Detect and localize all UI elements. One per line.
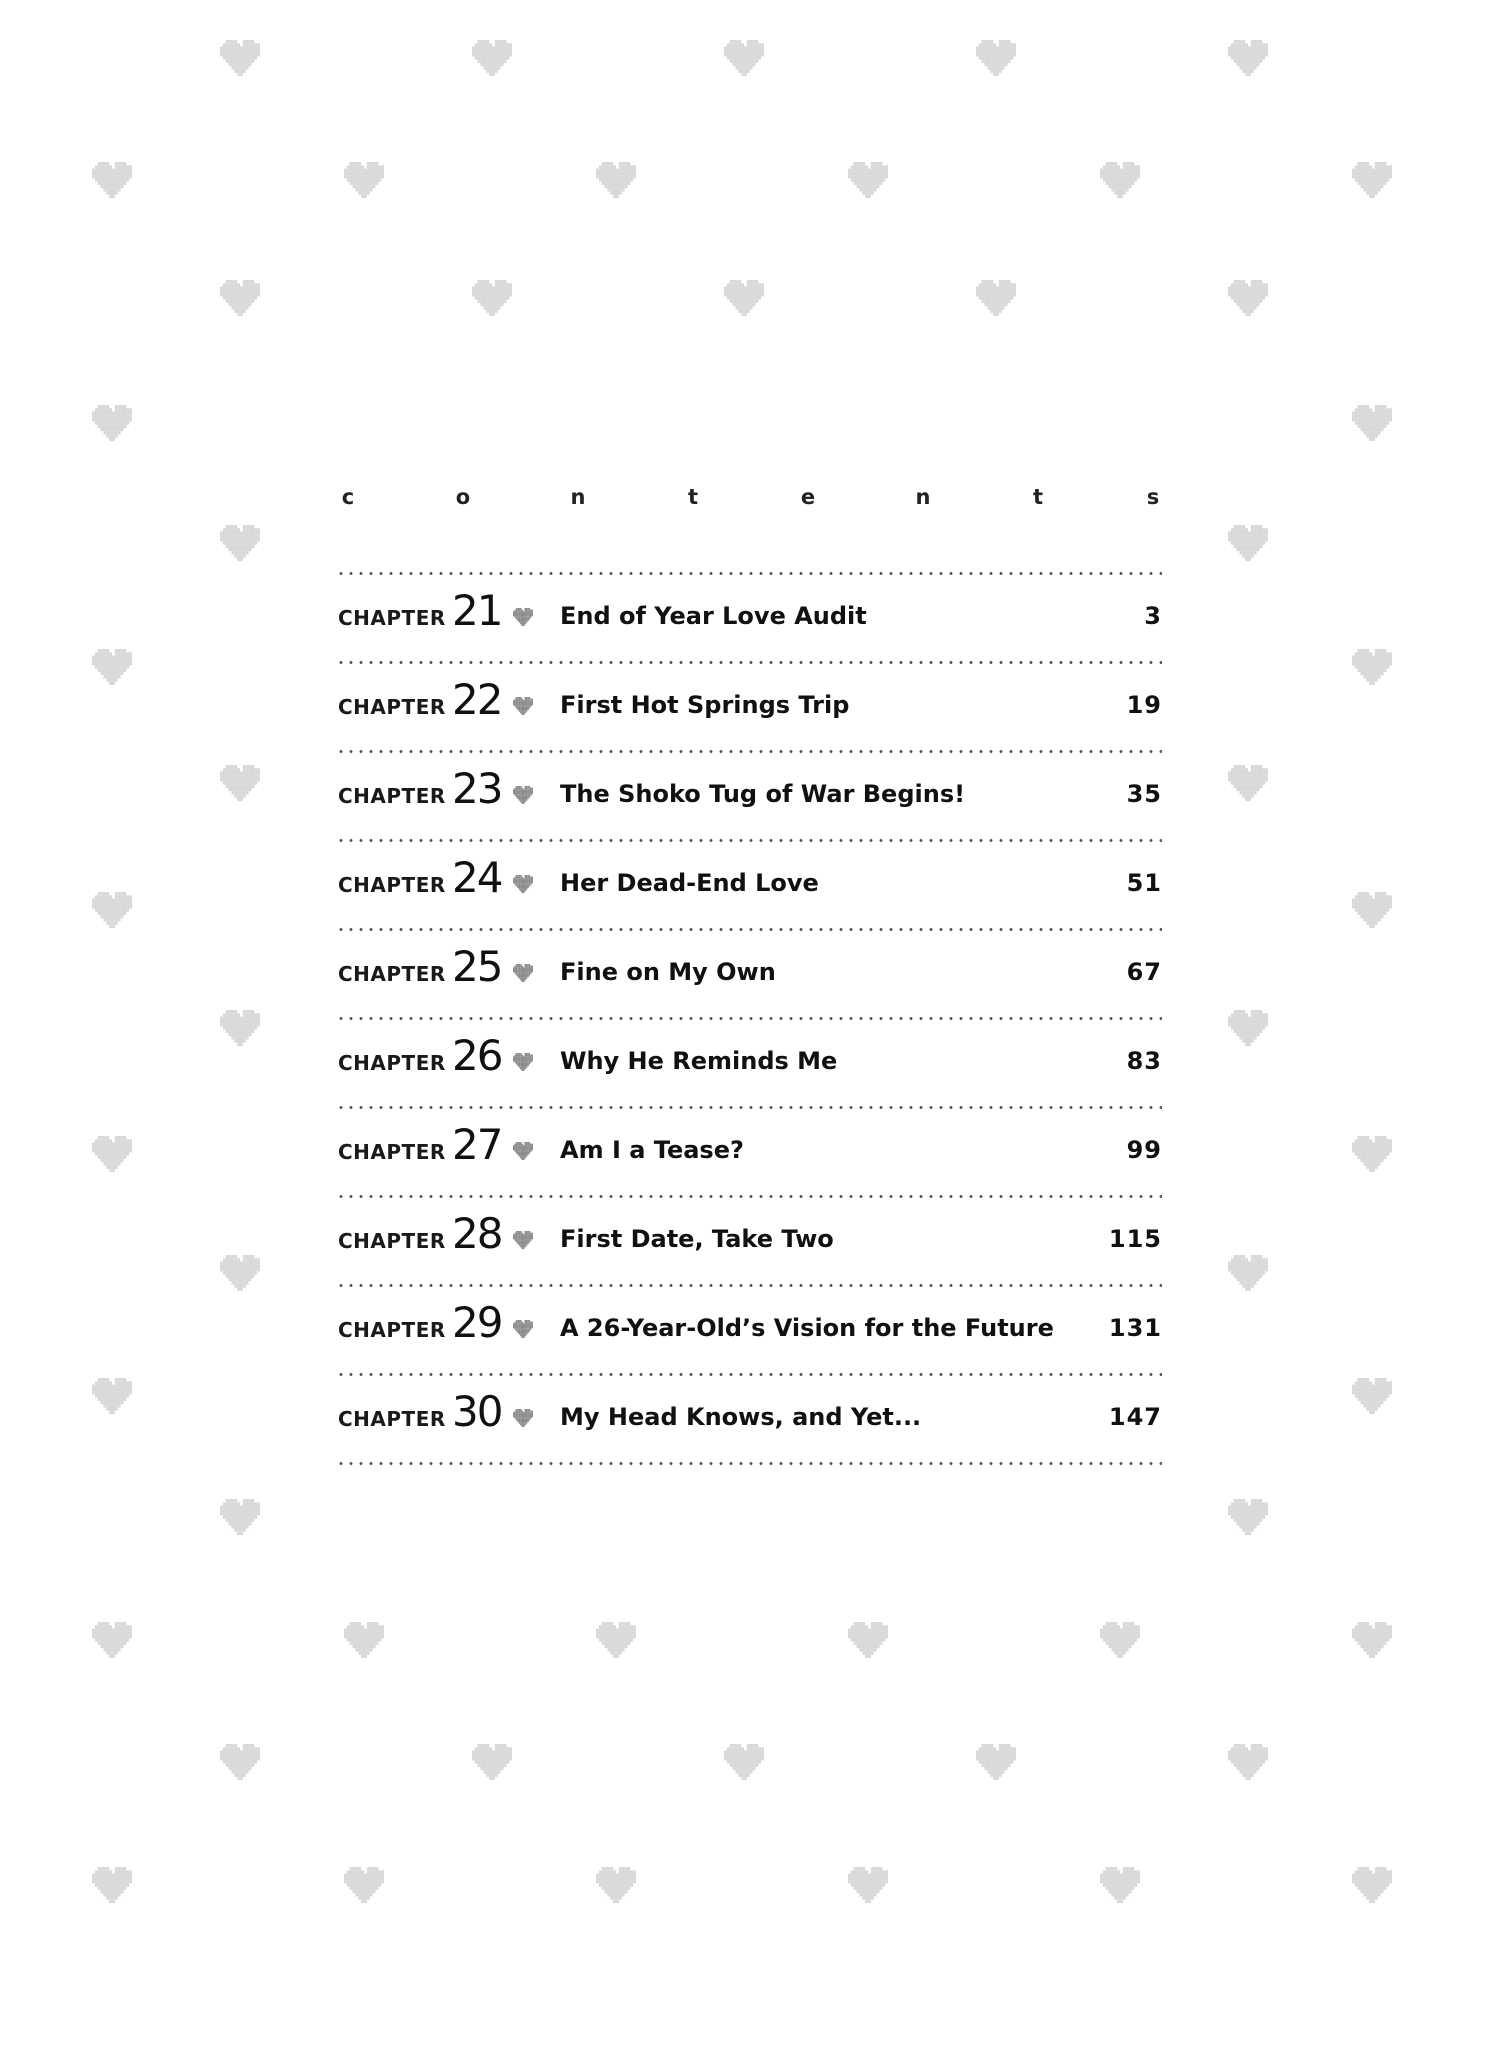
chapter-page-number: 131 (1108, 1314, 1162, 1342)
dotted-divider (336, 661, 1162, 664)
chapter-title: My Head Knows, and Yet... (560, 1403, 922, 1431)
pixel-heart-icon (724, 1744, 764, 1780)
contents-heading-letter: t (1032, 485, 1044, 509)
chapter-page-number: 83 (1126, 1047, 1162, 1075)
chapter-page-number: 19 (1126, 691, 1162, 719)
pixel-heart-icon (92, 649, 132, 685)
heart-icon (513, 786, 533, 804)
chapter-label: CHAPTER (338, 784, 446, 808)
chapter-label: CHAPTER (338, 873, 446, 897)
dotted-divider (336, 1373, 1162, 1376)
chapter-entry[interactable] (338, 673, 1164, 733)
dotted-divider (336, 1017, 1162, 1020)
chapter-title: First Hot Springs Trip (560, 691, 850, 719)
chapter-title: Fine on My Own (560, 958, 776, 986)
pixel-heart-icon (92, 1378, 132, 1414)
heart-icon (513, 964, 533, 982)
dotted-divider (336, 1462, 1162, 1465)
pixel-heart-icon (596, 1622, 636, 1658)
pixel-heart-icon (1352, 892, 1392, 928)
contents-heading-letter: c (341, 485, 355, 509)
chapter-number: 29 (452, 1298, 502, 1347)
pixel-heart-icon (848, 1867, 888, 1903)
chapter-title: Am I a Tease? (560, 1136, 744, 1164)
pixel-heart-icon (1352, 162, 1392, 198)
chapter-number: 30 (452, 1387, 502, 1436)
pixel-heart-icon (220, 280, 260, 316)
pixel-heart-icon (220, 765, 260, 801)
chapter-entry[interactable] (338, 1029, 1164, 1089)
chapter-page-number: 147 (1108, 1403, 1162, 1431)
chapter-number: 21 (452, 586, 502, 635)
pixel-heart-icon (1100, 1622, 1140, 1658)
pixel-heart-icon (92, 405, 132, 441)
pixel-heart-icon (1352, 1622, 1392, 1658)
contents-heading-letter: s (1146, 485, 1160, 509)
pixel-heart-icon (1228, 1255, 1268, 1291)
pixel-heart-icon (220, 525, 260, 561)
pixel-heart-icon (1352, 405, 1392, 441)
heart-icon (513, 1231, 533, 1249)
pixel-heart-icon (724, 280, 764, 316)
chapter-label: CHAPTER (338, 1318, 446, 1342)
chapter-number: 25 (452, 942, 502, 991)
chapter-label: CHAPTER (338, 962, 446, 986)
pixel-heart-icon (1228, 525, 1268, 561)
pixel-heart-icon (220, 1744, 260, 1780)
chapter-number: 24 (452, 853, 502, 902)
contents-heading-letter: n (915, 485, 931, 509)
contents-heading (338, 485, 1160, 515)
chapter-page-number: 51 (1126, 869, 1162, 897)
chapter-number: 23 (452, 764, 502, 813)
pixel-heart-icon (976, 280, 1016, 316)
pixel-heart-icon (220, 40, 260, 76)
chapter-entry[interactable] (338, 762, 1164, 822)
chapter-label: CHAPTER (338, 606, 446, 630)
chapter-title: The Shoko Tug of War Begins! (560, 780, 966, 808)
chapter-entry[interactable] (338, 584, 1164, 644)
pixel-heart-icon (596, 162, 636, 198)
pixel-heart-icon (976, 40, 1016, 76)
chapter-number: 28 (452, 1209, 502, 1258)
chapter-page-number: 67 (1126, 958, 1162, 986)
pixel-heart-icon (1228, 280, 1268, 316)
pixel-heart-icon (344, 1867, 384, 1903)
heart-icon (513, 1142, 533, 1160)
dotted-divider (336, 1195, 1162, 1198)
chapter-title: A 26-Year-Old’s Vision for the Future (560, 1314, 1054, 1342)
pixel-heart-icon (1228, 765, 1268, 801)
pixel-heart-icon (1100, 162, 1140, 198)
dotted-divider (336, 839, 1162, 842)
heart-icon (513, 1409, 533, 1427)
chapter-label: CHAPTER (338, 695, 446, 719)
pixel-heart-icon (1100, 1867, 1140, 1903)
chapter-entry[interactable] (338, 940, 1164, 1000)
pixel-heart-icon (848, 1622, 888, 1658)
contents-heading-letter: n (570, 485, 586, 509)
contents-heading-letter: o (455, 485, 471, 509)
pixel-heart-icon (92, 892, 132, 928)
contents-heading-letter: t (687, 485, 699, 509)
chapter-number: 26 (452, 1031, 502, 1080)
heart-icon (513, 875, 533, 893)
heart-icon (513, 608, 533, 626)
pixel-heart-icon (1228, 1744, 1268, 1780)
heart-icon (513, 1053, 533, 1071)
chapter-title: End of Year Love Audit (560, 602, 867, 630)
pixel-heart-icon (472, 280, 512, 316)
chapter-title: First Date, Take Two (560, 1225, 834, 1253)
dotted-divider (336, 572, 1162, 575)
pixel-heart-icon (92, 1867, 132, 1903)
pixel-heart-icon (92, 162, 132, 198)
chapter-label: CHAPTER (338, 1051, 446, 1075)
chapter-title: Her Dead-End Love (560, 869, 819, 897)
pixel-heart-icon (1228, 1499, 1268, 1535)
chapter-title: Why He Reminds Me (560, 1047, 838, 1075)
chapter-label: CHAPTER (338, 1140, 446, 1164)
pixel-heart-icon (596, 1867, 636, 1903)
pixel-heart-icon (976, 1744, 1016, 1780)
pixel-heart-icon (472, 40, 512, 76)
dotted-divider (336, 1284, 1162, 1287)
pixel-heart-icon (344, 162, 384, 198)
chapter-page-number: 99 (1126, 1136, 1162, 1164)
heart-icon (513, 697, 533, 715)
chapter-entry[interactable] (338, 1118, 1164, 1178)
pixel-heart-icon (1352, 649, 1392, 685)
pixel-heart-icon (344, 1622, 384, 1658)
dotted-divider (336, 928, 1162, 931)
chapter-label: CHAPTER (338, 1407, 446, 1431)
contents-heading-letter: e (800, 485, 816, 509)
chapter-entry[interactable] (338, 1385, 1164, 1445)
dotted-divider (336, 750, 1162, 753)
pixel-heart-icon (1352, 1136, 1392, 1172)
pixel-heart-icon (472, 1744, 512, 1780)
chapter-number: 27 (452, 1120, 502, 1169)
pixel-heart-icon (92, 1136, 132, 1172)
pixel-heart-icon (1352, 1378, 1392, 1414)
dotted-divider (336, 1106, 1162, 1109)
chapter-entry[interactable] (338, 1296, 1164, 1356)
heart-icon (513, 1320, 533, 1338)
chapter-page-number: 115 (1108, 1225, 1162, 1253)
pixel-heart-icon (220, 1499, 260, 1535)
chapter-page-number: 35 (1126, 780, 1162, 808)
chapter-number: 22 (452, 675, 502, 724)
pixel-heart-icon (92, 1622, 132, 1658)
pixel-heart-icon (1228, 1010, 1268, 1046)
pixel-heart-icon (220, 1010, 260, 1046)
chapter-entry[interactable] (338, 851, 1164, 911)
pixel-heart-icon (220, 1255, 260, 1291)
chapter-label: CHAPTER (338, 1229, 446, 1253)
pixel-heart-icon (1228, 40, 1268, 76)
pixel-heart-icon (848, 162, 888, 198)
pixel-heart-icon (724, 40, 764, 76)
chapter-page-number: 3 (1144, 602, 1162, 630)
pixel-heart-icon (1352, 1867, 1392, 1903)
chapter-entry[interactable] (338, 1207, 1164, 1267)
